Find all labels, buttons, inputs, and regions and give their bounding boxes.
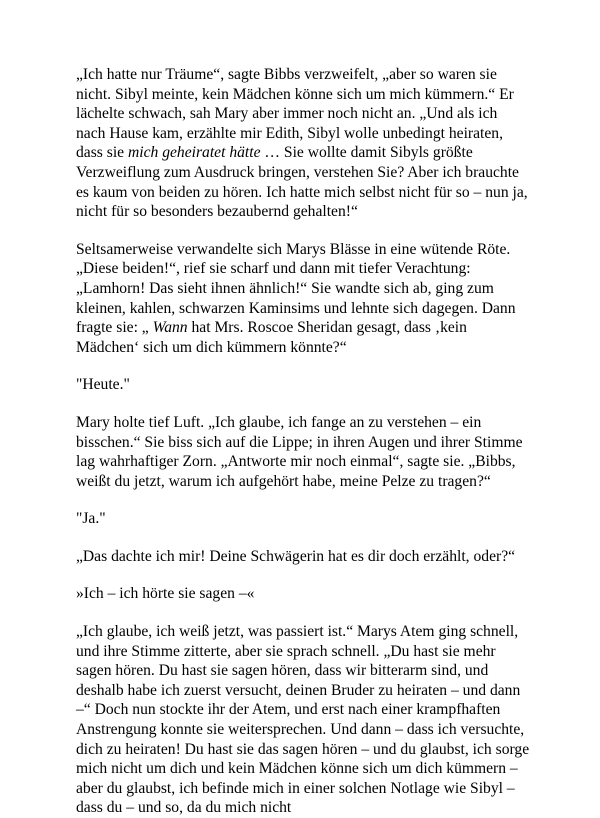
paragraph-3 [76, 375, 530, 395]
text-segment: „Das dachte ich mir! Deine Schwägerin hat es dir doch erzählt, oder?“ [76, 547, 516, 565]
text-segment: Mary holte tief Luft. „Ich glaube, ich fange an zu verstehen – ein bisschen.“ Sie biss sich auf die Lippe; in ihren Augen und ihrer Stimme lag wahrhaftiger Zorn. „Antworte mir noch einmal“, sagte sie. „Bibbs, weißt du jetzt, warum ich aufgehört habe, meine Pelze zu tragen?“ [76, 413, 523, 490]
paragraph-1 [76, 65, 530, 222]
italic-text-segment: mich geheiratet hätte [127, 144, 261, 162]
text-segment: "Ja." [76, 510, 106, 528]
text-segment: "Heute." [76, 376, 130, 394]
paragraph-4 [76, 413, 530, 491]
italic-text-segment: Wann [152, 319, 188, 337]
text-segment: »Ich – ich hörte sie sagen –« [76, 585, 255, 603]
text-segment: Seltsamerweise verwandelte sich Marys Blässe in eine wütende Röte. „Diese beiden!“, rief sie scharf und dann mit tiefer Verachtung: „Lamhorn! Das sieht ihnen ähnlich!“ Sie wandte sich ab, ging zum kleinen, kahlen, schwarzen Kaminsims und lehnte sich dagegen. Dann fragte sie: „ [76, 240, 516, 337]
paragraph-7 [76, 584, 530, 604]
text-segment: … Sie wollte damit Sibyls größte Verzweiflung zum Ausdruck bringen, verstehen Sie? Aber ich brauchte es kaum von beiden zu hören. Ich hatte mich selbst nicht für so – nun ja, nicht für so besonders bezaubernd gehalten!“ [76, 144, 528, 221]
paragraph-6 [76, 547, 530, 567]
text-segment: „Ich glaube, ich weiß jetzt, was passiert ist.“ Marys Atem ging schnell, und ihre Stimme zitterte, aber sie sprach schnell. „Du hast sie mehr sagen hören. Du hast sie sagen hören, dass wir bitterarm sind, und deshalb habe ich zuerst versucht, deinen Bruder zu heiraten – und dann –“ Doch nun stockte ihr der Atem, und erst nach einer krampfhaften Anstrengung konnte sie weitersprechen. Und dann – dass ich versuchte, dich zu heiraten! Du hast sie das sagen hören – und du glaubst, ich sorge mich nicht um dich und kein Mädchen könne sich um dich kümmern – aber du glaubst, ich befinde mich in einer solchen Notlage wie Sibyl – dass du – und so, da du mich nicht [76, 623, 530, 817]
paragraph-5 [76, 509, 530, 529]
paragraph-8 [76, 622, 530, 818]
text-segment: „Ich hatte nur Träume“, sagte Bibbs verzweifelt, „aber so waren sie nicht. Sibyl meinte, kein Mädchen könne sich um mich kümmern.“ Er lächelte schwach, sah Mary aber immer noch nicht an. „Und als ich nach Hause kam, erzählte mir Edith, Sibyl wolle unbedingt heiraten, dass sie [76, 66, 514, 162]
paragraph-2 [76, 240, 530, 358]
text-segment: hat Mrs. Roscoe Sheridan gesagt, dass ‚kein Mädchen‘ sich um dich kümmern könnte?“ [76, 319, 467, 356]
